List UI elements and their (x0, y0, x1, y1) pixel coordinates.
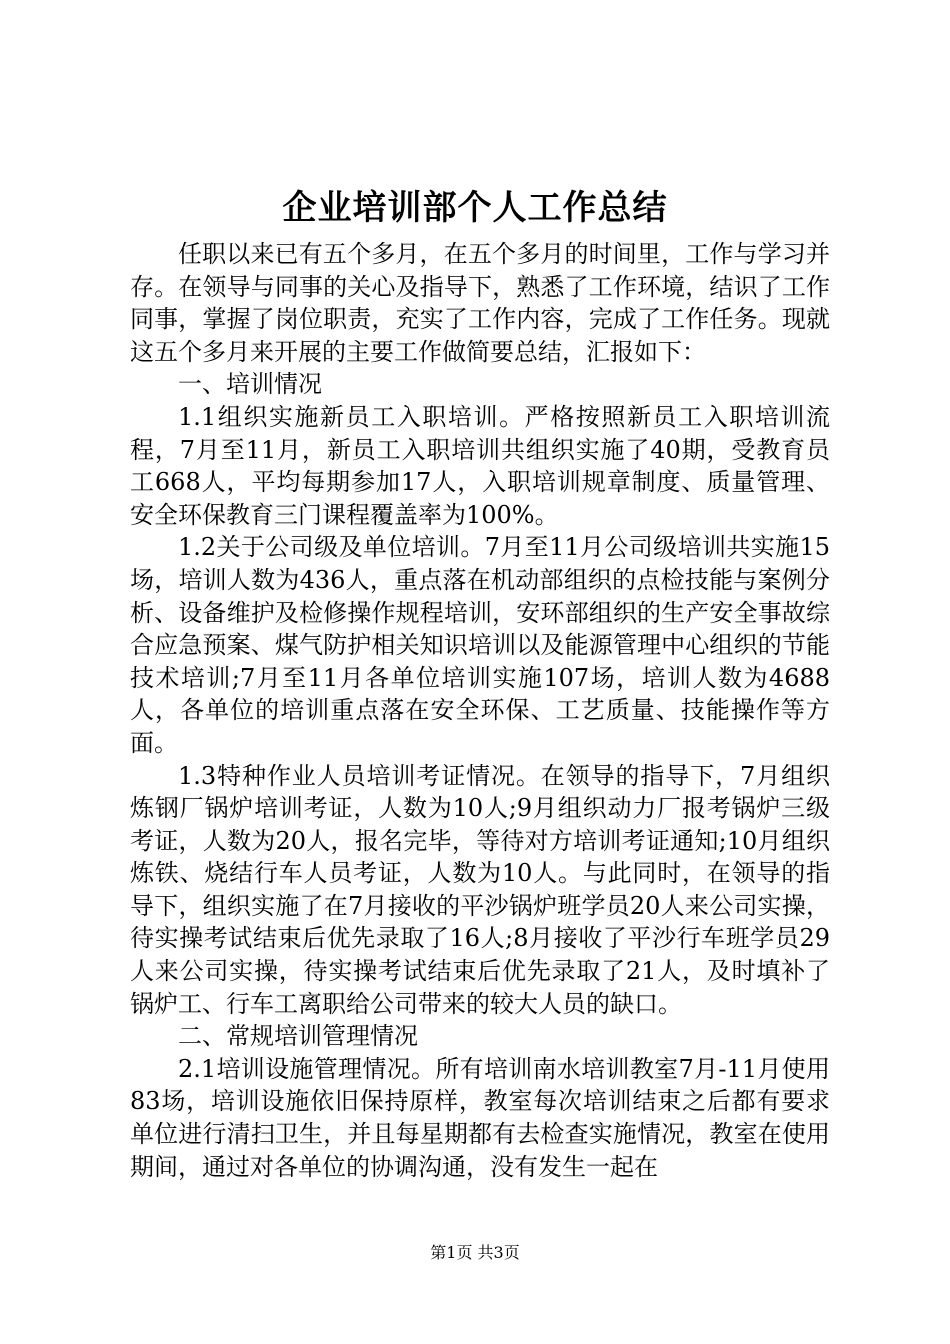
section-heading-routine: 二、常规培训管理情况 (178, 1022, 418, 1051)
paragraph-intro: 任职以来已有五个多月，在五个多月的时间里，工作与学习并存。在领导与同事的关心及指导下，熟悉了工作环境，结识了工作同事，掌握了岗位职责，充实了工作内容，完成了工作任务。现就这五个多月来开展的主要工作做简要总结，汇报如下： (130, 240, 830, 366)
document-body (130, 238, 830, 1183)
section-heading-training: 一、培训情况 (178, 370, 322, 399)
document-title: 企业培训部个人工作总结 (282, 188, 668, 228)
paragraph-2-1: 2.1培训设施管理情况。所有培训南水培训教室7月-11月使用83场，培训设施依旧保持原样，教室每次培训结束之后都有要求单位进行清扫卫生，并且每星期都有去检查实施情况，教室在使用期间，通过对各单位的协调沟通，没有发生一起在 (130, 1054, 830, 1181)
paragraph-1-2: 1.2关于公司级及单位培训。7月至11月公司级培训共实施15场，培训人数为436人，重点落在机动部组织的点检技能与案例分析、设备维护及检修操作规程培训，安环部组织的生产安全事故综合应急预案、煤气防护相关知识培训以及能源管理中心组织的节能技术培训;7月至11月各单位培训实施107场，培训人数为4688人，各单位的培训重点落在安全环保、工艺质量、技能操作等方面。 (130, 533, 830, 757)
page-number-footer: 第1页 共3页 (430, 1243, 520, 1262)
paragraph-1-1: 1.1组织实施新员工入职培训。严格按照新员工入职培训流程，7月至11月，新员工入职培训共组织实施了40期，受教育员工668人，平均每期参加17人，入职培训规章制度、质量管理、安全环保教育三门课程覆盖率为100%。 (130, 402, 830, 529)
paragraph-1-3: 1.3特种作业人员培训考证情况。在领导的指导下，7月组织炼钢厂锅炉培训考证，人数为10人;9月组织动力厂报考锅炉三级考证，人数为20人，报名完毕，等待对方培训考证通知;10月组织炼铁、烧结行车人员考证，人数为10人。与此同时，在领导的指导下，组织实施了在7月接收的平沙锅炉班学员20人来公司实操，待实操考试结束后优先录取了16人;8月接收了平沙行车班学员29人来公司实操，待实操考试结束后优先录取了21人，及时填补了锅炉工、行车工离职给公司带来的较大人员的缺口。 (130, 761, 830, 1018)
